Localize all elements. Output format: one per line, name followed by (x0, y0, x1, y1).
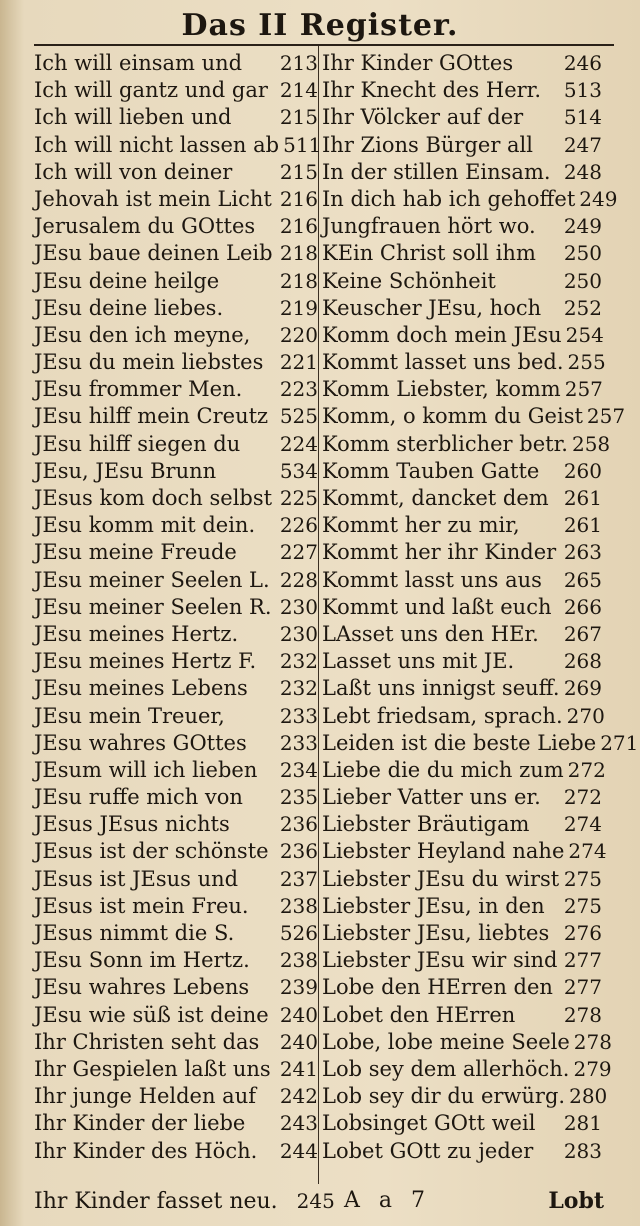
index-entry-text: JEsu ruffe mich von (34, 785, 243, 810)
index-entry (322, 132, 602, 159)
index-entry-page: 246 (563, 51, 602, 75)
index-entry-text: Ihr Gespielen laßt uns (34, 1056, 271, 1081)
index-entry (322, 376, 602, 403)
index-entry (34, 811, 318, 838)
index-entry-page: 283 (563, 1138, 602, 1163)
index-entry-page: 254 (565, 322, 604, 347)
index-entry-text: JEsu hilff siegen du (34, 431, 241, 456)
index-entry-text: Jungfrauen hört wo. (322, 214, 536, 239)
index-entry (322, 920, 602, 947)
index-entry-text: JEsu du mein liebstes (34, 350, 264, 375)
index-entry-page: 225 (279, 486, 318, 510)
index-entry-page: 513 (563, 78, 602, 103)
index-entry-text: JEsu wahres Lebens (34, 975, 250, 1000)
index-entry-text: Komm Tauben Gatte (322, 458, 540, 483)
index-entry-page: 277 (563, 948, 602, 973)
index-entry (322, 50, 602, 77)
index-entry-text: Ihr Kinder des Höch. (34, 1138, 258, 1163)
index-entry-text: Ihr Kinder der liebe (34, 1111, 246, 1136)
index-entry-text: Liebe die du mich zum (322, 757, 564, 782)
index-entry (34, 594, 318, 621)
index-entry-page: 249 (579, 186, 618, 211)
signature-mark: A a 7 (344, 1188, 431, 1213)
index-entry-page: 255 (567, 350, 606, 375)
right-index-column (322, 50, 639, 1165)
index-entry-page: 265 (563, 567, 602, 592)
index-entry-text: Keine Schönheit (322, 268, 496, 293)
index-entry-text: Liebster JEsu du wirst (322, 866, 560, 891)
index-entry (34, 1056, 318, 1083)
index-entry (34, 213, 318, 240)
index-entry-page: 219 (279, 295, 318, 320)
index-entry-page: 247 (563, 132, 602, 157)
index-entry (34, 485, 318, 512)
index-entry-text: JEsu komm mit dein. (34, 513, 256, 538)
index-entry-page: 277 (563, 975, 602, 1000)
index-entry (322, 784, 602, 811)
index-entry-text: Lobe, lobe meine Seele (322, 1029, 570, 1054)
index-entry (34, 322, 318, 349)
index-entry-page: 227 (279, 540, 318, 565)
index-entry-page: 220 (279, 322, 318, 347)
index-entry-text: Lobet GOtt zu jeder (322, 1138, 534, 1163)
index-entry-text: JEsus ist mein Freu. (34, 893, 249, 918)
index-entry-text: Kommt lasst uns aus (322, 567, 542, 592)
index-entry-page: 275 (563, 866, 602, 891)
index-entry-page: 534 (279, 458, 318, 483)
index-entry-page: 237 (279, 866, 318, 891)
index-entry (322, 213, 602, 240)
index-entry-text: JEsu meiner Seelen R. (34, 594, 272, 619)
index-entry-text: Ihr Christen seht das (34, 1029, 260, 1054)
index-entry-page: 215 (279, 105, 318, 130)
index-entry-page: 216 (279, 186, 318, 211)
index-entry-page: 272 (563, 785, 602, 810)
index-entry (34, 621, 318, 648)
index-entry-page: 278 (563, 1002, 602, 1027)
index-entry-page: 223 (279, 377, 318, 402)
index-entry-text: Kommt, dancket dem (322, 486, 549, 510)
index-entry-text: Lasset uns mit JE. (322, 649, 515, 674)
page-footer (34, 1184, 604, 1218)
index-entry-text: Leiden ist die beste Liebe (322, 730, 597, 755)
index-entry (322, 104, 602, 131)
index-entry-text: JEsu hilff mein Creutz (34, 404, 269, 429)
index-entry-text: Ich will einsam und (34, 51, 243, 75)
index-entry-page: 224 (279, 431, 318, 456)
index-entry-text: Komm doch mein JEsu (322, 322, 562, 347)
index-entry (322, 1002, 602, 1029)
index-entry-page: 242 (279, 1084, 318, 1109)
index-entry-page: 261 (563, 486, 602, 510)
index-entry (34, 703, 318, 730)
index-entry-page: 275 (563, 893, 602, 918)
index-entry-text: JEsus ist der schönste (34, 839, 269, 864)
index-entry-text: Liebster JEsu wir sind (322, 948, 558, 973)
index-entry-page: 274 (568, 839, 607, 864)
index-entry (322, 594, 602, 621)
index-entry (34, 104, 318, 131)
footer-last-entry (34, 1184, 335, 1219)
index-entry (322, 947, 602, 974)
index-entry-text: Ihr Knecht des Herr. (322, 78, 542, 103)
index-entry-text: Ich will lieben und (34, 105, 232, 130)
index-entry (322, 567, 602, 594)
index-entry-text: Liebster Bräutigam (322, 812, 530, 837)
index-entry (34, 50, 318, 77)
index-entry-page: 236 (279, 839, 318, 864)
header-rule (34, 44, 614, 46)
index-entry (322, 1138, 602, 1165)
index-entry-text: JEsus JEsus nichts (34, 812, 230, 837)
index-entry-text: Lobet den HErren (322, 1002, 516, 1027)
index-entry-text: Liebster JEsu, liebtes (322, 921, 550, 945)
index-entry-text: Kommt her ihr Kinder (322, 540, 557, 565)
index-entry-page: 238 (279, 948, 318, 973)
index-entry (34, 947, 318, 974)
index-entry-text: Jerusalem du GOttes (34, 214, 256, 239)
index-entry-page: 270 (566, 703, 605, 728)
index-entry-page: 215 (279, 159, 318, 184)
index-entry (34, 1083, 318, 1110)
index-entry (322, 431, 611, 458)
index-entry (34, 757, 318, 784)
index-entry (322, 295, 602, 322)
index-entry-text: JEsum will ich lieben (34, 757, 258, 782)
index-entry-page: 230 (279, 621, 318, 646)
index-entry-text: Komm Liebster, komm (322, 377, 561, 402)
index-entry-text: JEsu meines Hertz F. (34, 649, 257, 674)
index-entry-text: JEsu wie süß ist deine (34, 1002, 269, 1027)
index-entry-text: In der stillen Einsam. (322, 159, 551, 184)
index-entry (322, 512, 602, 539)
index-entry-page: 526 (279, 921, 318, 945)
index-entry-text: JEsu baue deinen Leib (34, 241, 273, 266)
index-entry-page: 241 (279, 1056, 318, 1081)
index-entry (34, 567, 318, 594)
index-entry-text: JEsu, JEsu Brunn (34, 458, 217, 483)
index-entry (34, 866, 318, 893)
index-entry-page: 511 (283, 132, 322, 157)
index-entry-page: 218 (279, 241, 318, 266)
index-entry (34, 838, 318, 865)
index-entry (34, 376, 318, 403)
index-entry-page: 271 (600, 730, 639, 755)
index-entry-page: 214 (279, 78, 318, 103)
index-entry-text: Kommt und laßt euch (322, 594, 552, 619)
index-entry-text: Ihr junge Helden auf (34, 1084, 256, 1109)
index-entry-text: JEsu Sonn im Hertz. (34, 948, 250, 973)
index-entry-page: 239 (279, 975, 318, 1000)
index-entry (34, 784, 318, 811)
index-entry (34, 240, 318, 267)
index-entry (34, 648, 318, 675)
index-entry (322, 1056, 612, 1083)
index-entry-page: 257 (564, 377, 603, 402)
index-entry-text: Keuscher JEsu, hoch (322, 295, 542, 320)
index-entry (34, 186, 318, 213)
index-entry-text: Ihr Völcker auf der (322, 105, 524, 130)
index-entry-text: Liebster Heyland nahe (322, 839, 565, 864)
index-entry-text: Ihr Kinder fasset neu. (34, 1189, 278, 1214)
index-entry (34, 675, 318, 702)
index-entry-page: 249 (563, 214, 602, 239)
index-entry-text: Ich will nicht lassen ab (34, 132, 280, 157)
index-entry (34, 1029, 318, 1056)
index-entry-page: 252 (563, 295, 602, 320)
index-entry-text: JEsu frommer Men. (34, 377, 243, 402)
index-entry (34, 539, 318, 566)
index-entry-page: 235 (279, 785, 318, 810)
index-entry-page: 272 (567, 757, 606, 782)
index-entry (322, 77, 602, 104)
index-entry (322, 1029, 612, 1056)
index-entry (322, 838, 607, 865)
index-entry-page: 232 (279, 676, 318, 701)
index-entry-page: 257 (586, 404, 626, 429)
index-entry (34, 512, 318, 539)
column-divider (318, 46, 319, 1184)
index-entry (322, 757, 606, 784)
index-entry-text: JEsu deine liebes. (34, 295, 224, 320)
index-entry (322, 322, 602, 349)
index-entry-text: Laßt uns innigst seuff. (322, 676, 560, 701)
index-entry-text: JEsu meines Lebens (34, 676, 248, 701)
index-entry (322, 675, 602, 702)
catchword: Lobt (548, 1188, 604, 1214)
index-entry (34, 730, 318, 757)
index-entry-page: 267 (563, 621, 602, 646)
index-entry (322, 159, 602, 186)
index-entry-page: 281 (563, 1111, 602, 1136)
index-entry (322, 866, 602, 893)
index-entry-page: 232 (279, 649, 318, 674)
index-entry (34, 893, 318, 920)
index-entry-page: 279 (573, 1056, 612, 1081)
index-entry-text: In dich hab ich gehoffet (322, 186, 576, 211)
index-entry (34, 159, 318, 186)
index-entry-text: Komm, o komm du Geist (322, 404, 583, 429)
index-entry-page: 218 (279, 268, 318, 293)
index-entry-page: 216 (279, 214, 318, 239)
index-entry-text: Lobsinget GOtt weil (322, 1111, 536, 1136)
index-entry-page: 244 (279, 1138, 318, 1163)
index-entry-text: JEsu meiner Seelen L. (34, 567, 270, 592)
index-entry (34, 1002, 318, 1029)
index-entry-text: JEsus kom doch selbst (34, 486, 273, 510)
index-entry (322, 1110, 602, 1137)
index-entry-page: 238 (279, 893, 318, 918)
index-entry-page: 245 (296, 1189, 335, 1213)
index-entry (322, 621, 602, 648)
index-entry-page: 233 (279, 703, 318, 728)
index-entry (322, 730, 639, 757)
index-entry-text: KEin Christ soll ihm (322, 241, 536, 266)
index-entry (322, 458, 602, 485)
index-entry-page: 263 (563, 540, 602, 565)
page-title: Das II Register. (181, 8, 459, 43)
index-entry-page: 269 (563, 676, 602, 701)
index-entry-text: JEsu wahres GOttes (34, 730, 247, 755)
index-entry-page: 233 (279, 730, 318, 755)
index-entry (322, 974, 602, 1001)
index-entry (34, 77, 318, 104)
index-entry (322, 485, 602, 512)
index-entry (34, 1110, 318, 1137)
index-entry-page: 240 (279, 1002, 318, 1027)
index-entry (322, 1083, 608, 1110)
index-entry-page: 228 (279, 567, 318, 592)
index-entry-page: 258 (571, 431, 611, 456)
index-entry-text: Ich will von deiner (34, 159, 233, 184)
index-entry (34, 349, 318, 376)
index-entry (322, 349, 606, 376)
index-entry-page: 240 (279, 1029, 318, 1054)
index-entry-page: 280 (569, 1084, 608, 1109)
index-entry (322, 403, 626, 430)
index-entry-page: 276 (563, 921, 602, 945)
index-entry (34, 920, 318, 947)
index-entry-text: Lob sey dir du erwürg. (322, 1084, 566, 1109)
index-entry-page: 278 (573, 1029, 612, 1054)
index-entry (34, 403, 318, 430)
index-entry-text: Liebster JEsu, in den (322, 893, 545, 918)
index-entry-page: 221 (279, 350, 318, 375)
index-entry (34, 1138, 318, 1165)
index-entry-text: Lebt friedsam, sprach. (322, 703, 563, 728)
index-entry-text: JEsu meines Hertz. (34, 621, 239, 646)
index-entry-text: Jehovah ist mein Licht (34, 186, 272, 211)
index-entry (322, 811, 602, 838)
index-entry-page: 525 (279, 404, 318, 429)
index-entry-text: JEsu meine Freude (34, 540, 237, 565)
index-entry-text: Ihr Zions Bürger all (322, 132, 533, 157)
index-entry (34, 431, 318, 458)
index-entry-page: 226 (279, 513, 318, 538)
index-entry-page: 266 (563, 594, 602, 619)
index-entry-page: 250 (563, 241, 602, 266)
index-entry-page: 250 (563, 268, 602, 293)
index-entry (322, 240, 602, 267)
index-entry-page: 274 (563, 812, 602, 837)
index-entry (34, 974, 318, 1001)
index-entry (322, 539, 602, 566)
index-entry-page: 514 (563, 105, 602, 130)
index-entry-page: 268 (563, 649, 602, 674)
index-entry-text: JEsu deine heilge (34, 268, 220, 293)
index-entry-text: JEsus nimmt die S. (34, 921, 235, 945)
index-entry-page: 230 (279, 594, 318, 619)
index-entry-page: 243 (279, 1111, 318, 1136)
index-entry-text: Ich will gantz und gar (34, 78, 268, 103)
index-entry-text: Ihr Kinder GOttes (322, 51, 514, 75)
index-entry-page: 236 (279, 812, 318, 837)
index-entry-text: Lob sey dem allerhöch. (322, 1056, 570, 1081)
index-entry-page: 261 (563, 513, 602, 538)
index-entry (34, 268, 318, 295)
index-entry-text: JEsus ist JEsus und (34, 866, 239, 891)
index-entry-page: 260 (563, 458, 602, 483)
index-entry-text: Kommt lasset uns bed. (322, 350, 564, 375)
index-entry-text: Kommt her zu mir, (322, 513, 520, 538)
index-entry-text: LAsset uns den HEr. (322, 621, 539, 646)
index-entry-text: JEsu mein Treuer, (34, 703, 225, 728)
index-entry-text: Komm sterblicher betr. (322, 431, 568, 456)
index-entry (322, 648, 602, 675)
index-entry (322, 268, 602, 295)
index-entry (34, 295, 318, 322)
index-entry-text: JEsu den ich meyne, (34, 322, 251, 347)
index-entry-page: 248 (563, 159, 602, 184)
index-entry-text: Lobe den HErren den (322, 975, 553, 1000)
index-entry (34, 458, 318, 485)
index-entry (34, 132, 322, 159)
left-index-column (34, 50, 322, 1165)
index-entry-page: 213 (279, 51, 318, 75)
index-entry (322, 703, 605, 730)
index-entry (322, 186, 618, 213)
index-entry-text: Lieber Vatter uns er. (322, 785, 541, 810)
index-entry (322, 893, 602, 920)
index-entry-page: 234 (279, 757, 318, 782)
